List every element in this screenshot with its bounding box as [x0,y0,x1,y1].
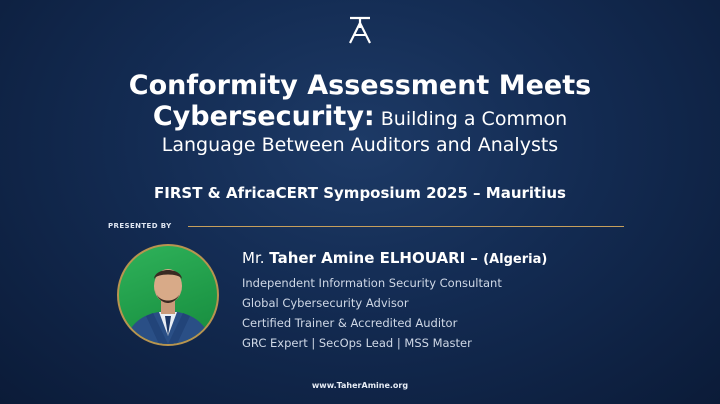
ta-monogram-logo-icon [344,14,376,46]
speaker-role: GRC Expert | SecOps Lead | MSS Master [242,336,472,350]
website-link[interactable]: www.TaherAmine.org [311,381,409,390]
presented-by-divider [188,226,624,227]
speaker-prefix: Mr. [242,249,270,267]
title-line-1: Conformity Assessment Meets [128,70,592,101]
speaker-role: Certified Trainer & Accredited Auditor [242,316,458,330]
title-line-2 [0,103,720,130]
speaker-photo [117,244,219,346]
presented-by-label: PRESENTED BY [108,222,172,230]
speaker-name-line [242,249,662,269]
speaker-role: Global Cybersecurity Advisor [242,296,409,310]
event-title: FIRST & AfricaCERT Symposium 2025 – Mauritius [154,184,566,202]
title-subtitle-part: Building a Common [374,108,568,130]
person-portrait-icon [119,246,217,344]
speaker-country: (Algeria) [483,252,548,267]
speaker-role: Independent Information Security Consultant [242,276,502,290]
speaker-name: Taher Amine ELHOUARI [269,249,466,267]
speaker-info [242,249,662,353]
speaker-separator: – [465,249,484,267]
title-bold-word: Cybersecurity: [152,101,375,132]
slide-title [0,72,720,155]
presented-by-row [108,222,624,232]
title-line-3: Language Between Auditors and Analysts [161,134,559,156]
